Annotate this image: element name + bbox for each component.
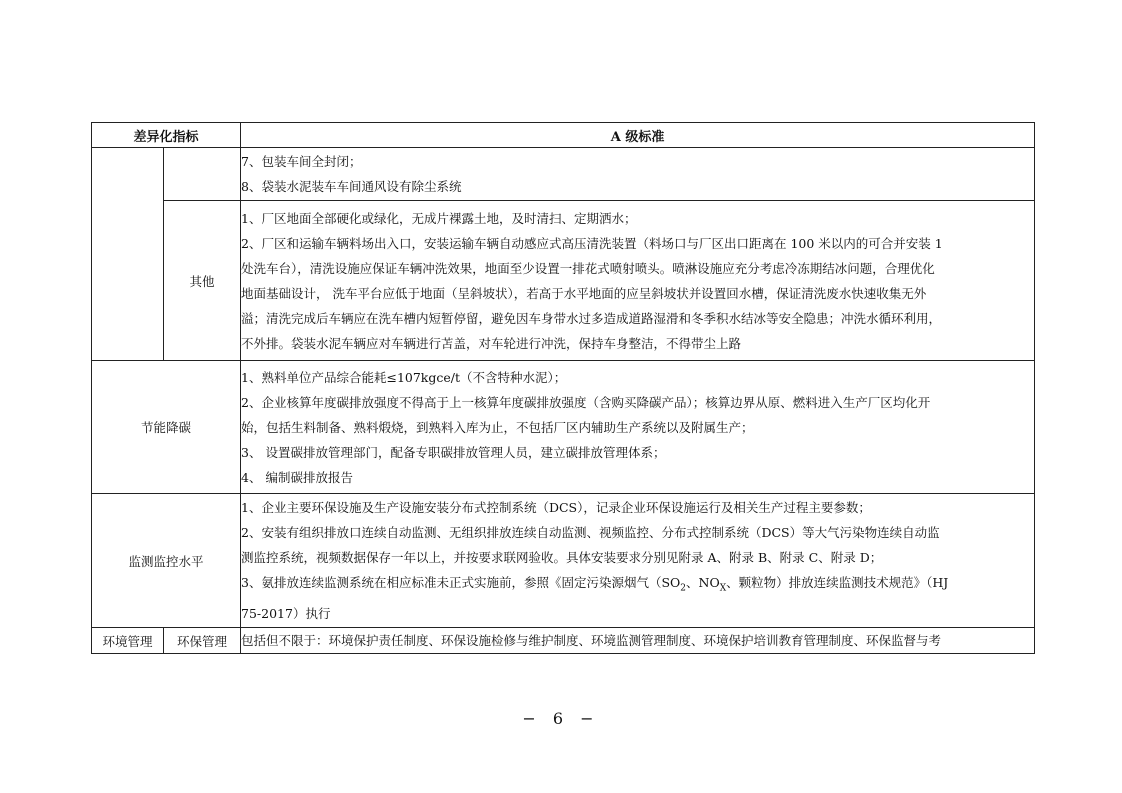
content-line: 3、 设置碳排放管理部门，配备专职碳排放管理人员，建立碳排放管理体系； <box>241 444 666 460</box>
subcategory-cell-empty <box>164 148 241 201</box>
content-line: 7、包装车间全封闭； <box>241 154 362 169</box>
table-row-other <box>92 201 1035 361</box>
category-energy-carbon: 节能降碳 <box>92 361 241 494</box>
content-line: 4、 编制碳排放报告 <box>241 469 353 485</box>
standard-content-energy-carbon <box>241 361 1035 494</box>
page-number: − 6 − <box>522 709 600 728</box>
content-line: 溢；清洗完成后车辆应在洗车槽内短暂停留，避免因车身带水过多造成道路湿滑和冬季积水结冰等安全隐患；冲洗水循环利用， <box>241 310 942 326</box>
content-line: 8、袋装水泥装车车间通风设有除尘系统 <box>241 179 462 194</box>
subcategory-other: 其他 <box>164 201 241 361</box>
content-line-with-subscripts: 3、氨排放连续监测系统在相应标准未正式实施前，参照《固定污染源烟气（$SO_2$、$NO_X$、颗粒物）排放连续监测技术规范》（HJ <box>241 574 949 594</box>
header-indicator: 差异化指标 <box>92 123 241 148</box>
table-row-energy-carbon <box>92 361 1035 494</box>
content-line: 处洗车台），清洗设施应保证车辆冲洗效果，地面至少设置一排花式喷射喷头。喷淋设施应充分考虑冷冻期结冰问题，合理优化 <box>241 260 935 276</box>
standard-content-packaging <box>241 148 1035 201</box>
standard-content-env-management <box>241 628 1035 654</box>
content-line: 不外排。袋装水泥车辆应对车辆进行苫盖，对车轮进行冲洗，保持车身整洁，不得带尘上路 <box>241 335 742 351</box>
content-line: 2、企业核算年度碳排放强度不得高于上一核算年度碳排放强度（含购买降碳产品）；核算边界从原、燃料进入生产厂区均化开 <box>241 394 931 410</box>
table-row-monitoring <box>92 494 1035 628</box>
standard-content-monitoring <box>241 494 1035 628</box>
content-line: 始，包括生料制备、熟料煅烧，到熟料入库为止，不包括厂区内辅助生产系统以及附属生产； <box>241 419 754 435</box>
category-env-management: 环境管理 <box>92 628 164 654</box>
content-line: 1、熟料单位产品综合能耗≤107kgce/t（不含特种水泥）； <box>241 369 567 385</box>
standard-content-other <box>241 201 1035 361</box>
content-line: 测监控系统，视频数据保存一年以上，并按要求联网验收。具体安装要求分别见附录 A、附录 B、附录 C、附录 D； <box>241 549 883 565</box>
content-line: 1、厂区地面全部硬化或绿化，无成片裸露土地，及时清扫、定期洒水； <box>241 210 637 226</box>
standards-table <box>91 122 1035 654</box>
content-line: 地面基础设计， 洗车平台应低于地面（呈斜坡状），若高于水平地面的应呈斜坡状并设置回水槽，保证清洗废水快速收集无外 <box>241 285 927 301</box>
table-row-env-management <box>92 628 1035 654</box>
content-line: 1、企业主要环保设施及生产设施安装分布式控制系统（DCS），记录企业环保设施运行及相关生产过程主要参数； <box>241 499 871 515</box>
category-monitoring: 监测监控水平 <box>92 494 241 628</box>
subcategory-env-protection-management: 环保管理 <box>164 628 241 654</box>
content-line: 2、厂区和运输车辆料场出入口，安装运输车辆自动感应式高压清洗装置（料场口与厂区出口距离在 100 米以内的可合并安装 1 <box>241 235 943 251</box>
table-header-row <box>92 123 1035 148</box>
category-cell-empty <box>92 148 164 361</box>
content-line: 包括但不限于：环境保护责任制度、环保设施检修与维护制度、环境监测管理制度、环境保护培训教育管理制度、环保监督与考 <box>241 633 942 648</box>
table-row-packaging <box>92 148 1035 201</box>
content-line: 2、安装有组织排放口连续自动监测、无组织排放连续自动监测、视频监控、分布式控制系统（DCS）等大气污染物连续自动监 <box>241 524 940 540</box>
content-line: 75-2017）执行 <box>241 606 331 622</box>
header-a-level-standard: A 级标准 <box>241 123 1035 148</box>
